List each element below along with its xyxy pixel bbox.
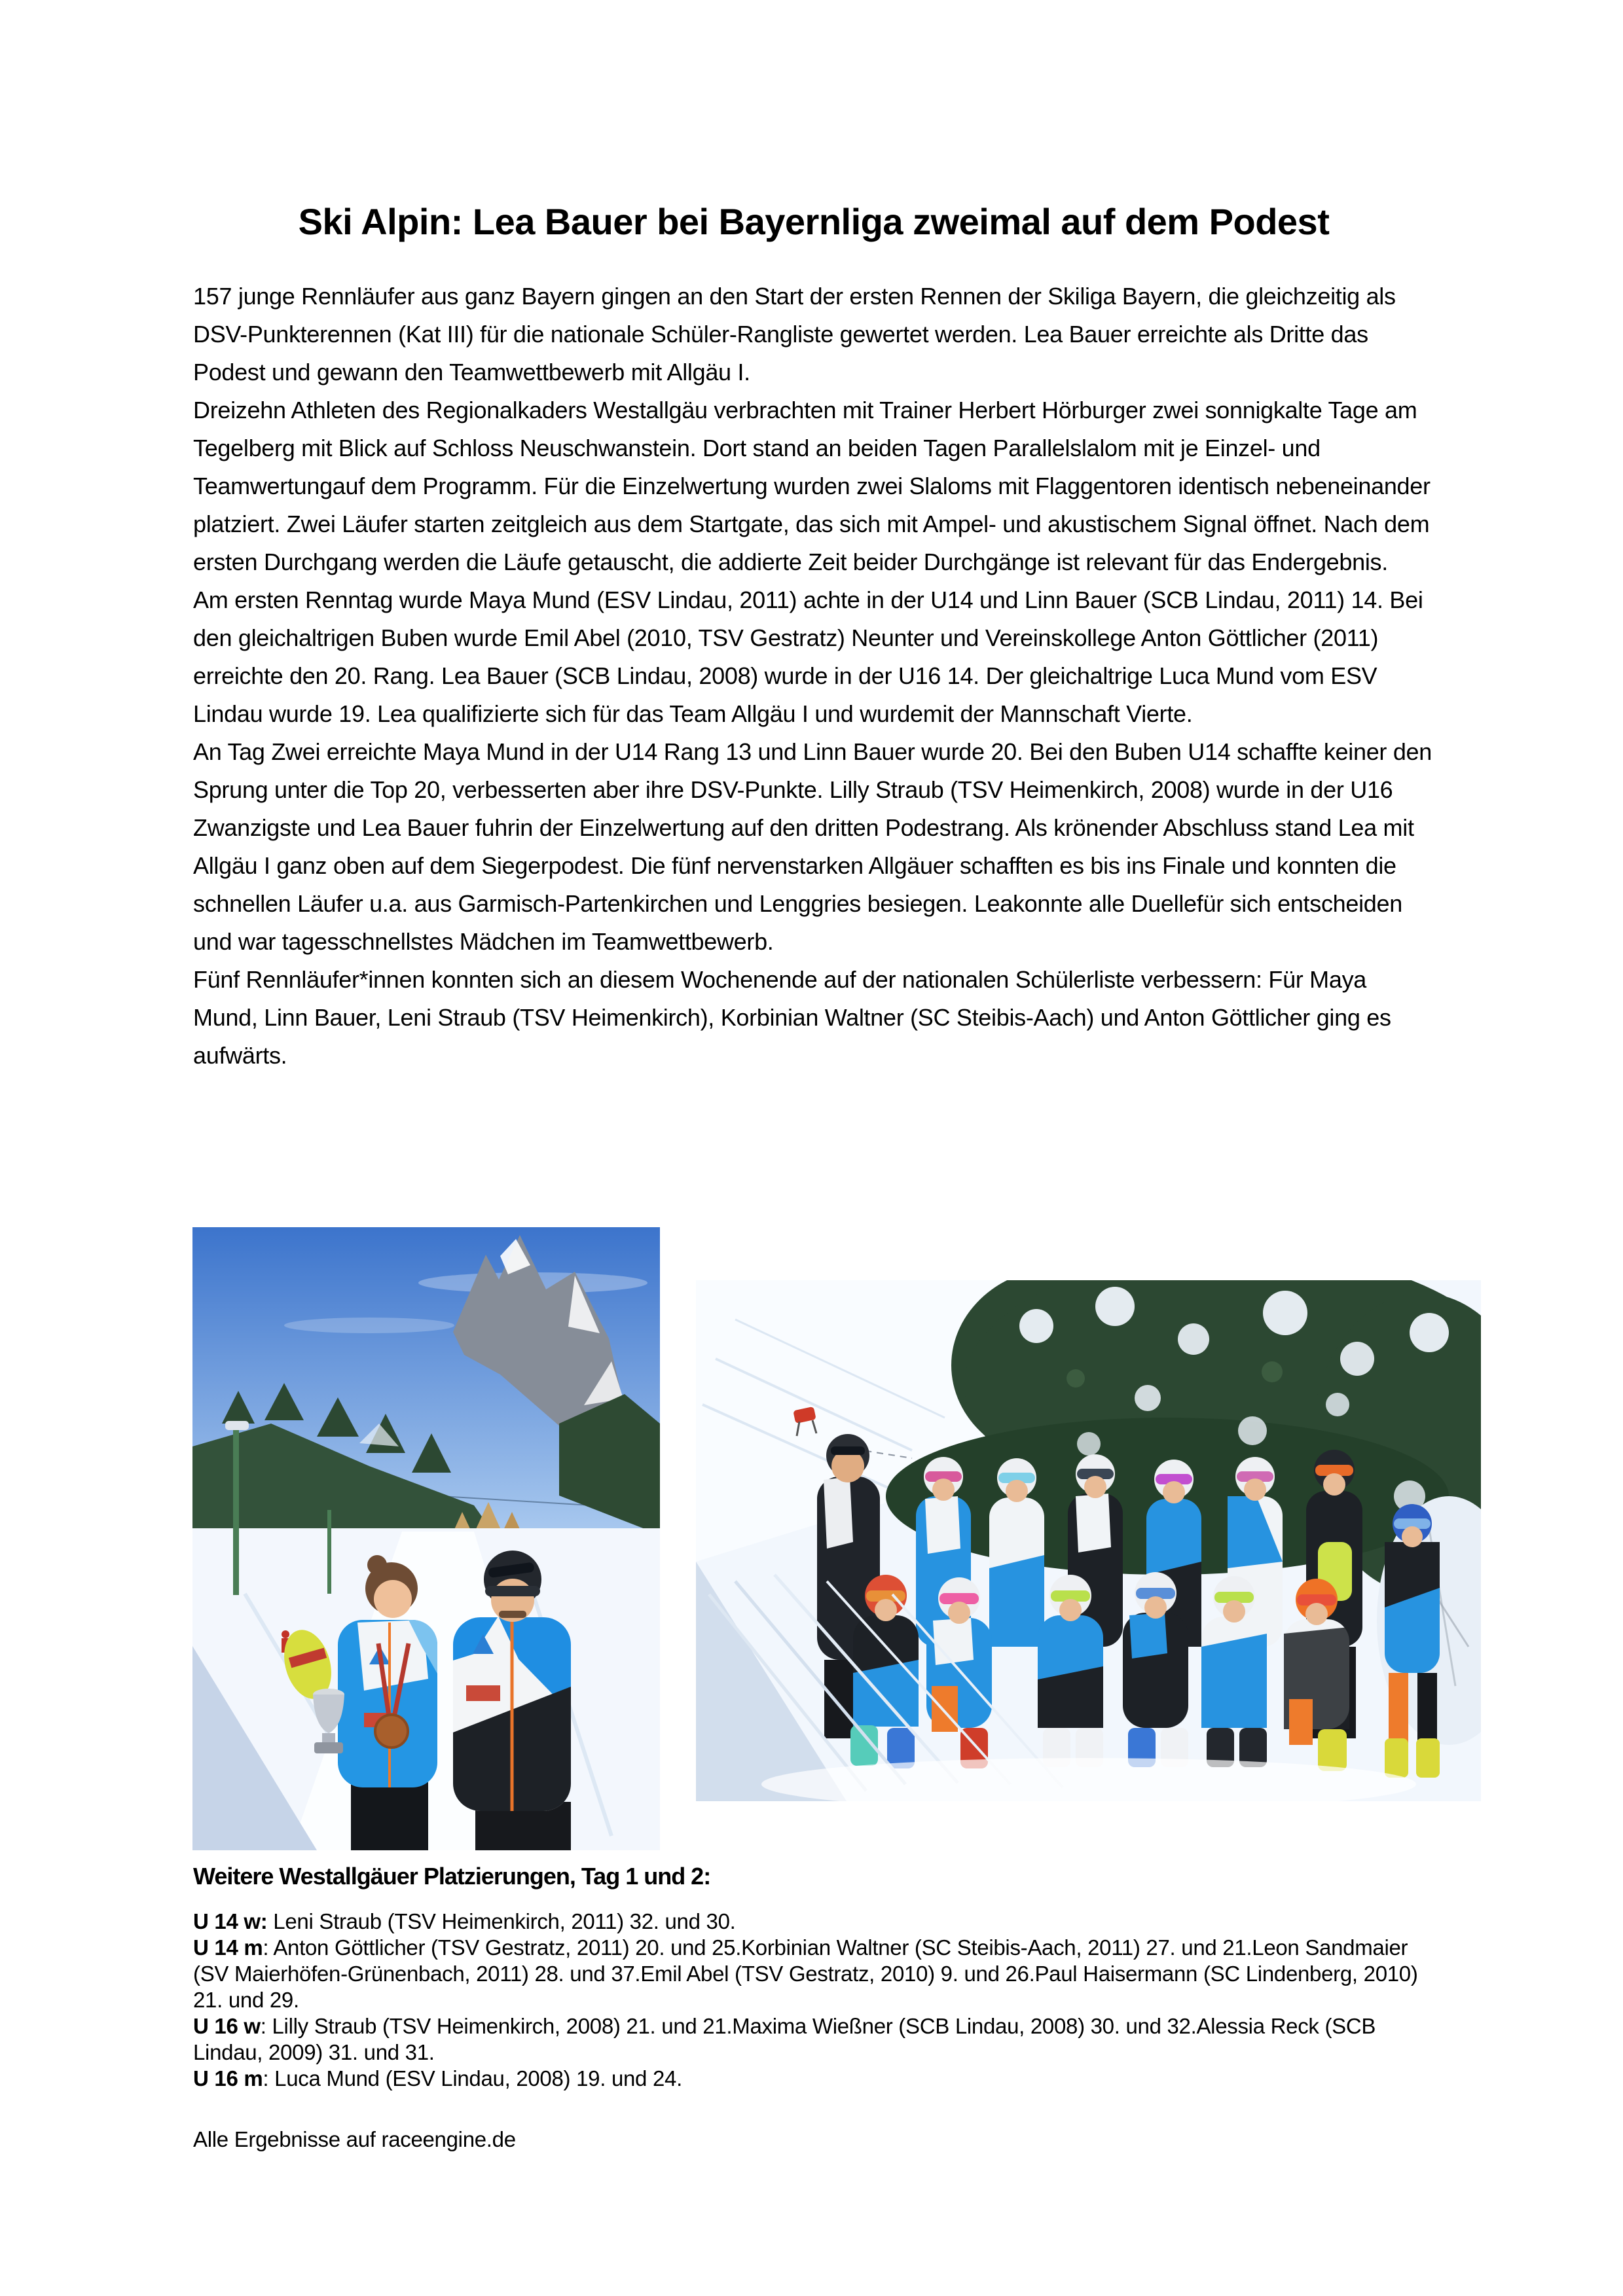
result-category-label: U 14 w:: [193, 1909, 268, 1933]
page-title: Ski Alpin: Lea Bauer bei Bayernliga zweimal auf dem Podest: [298, 201, 1330, 242]
paragraph: Fünf Rennläufer*innen konnten sich an diesem Wochenende auf der nationalen Schülerliste verbessern: Für Maya Mund, Linn Bauer, Leni Straub (TSV Heimenkirch), Korbinian Waltner (SC Steibis-Aach) und Anton Göttlicher ging es aufwärts.: [193, 966, 1391, 1069]
result-category-label: U 16 m: [193, 2066, 263, 2090]
result-entry-text: : Lilly Straub (TSV Heimenkirch, 2008) 21. und 21.Maxima Wießner (SCB Lindau, 2008) 30. und 32.Alessia Reck (SCB Lindau, 2009) 31. und 31.: [193, 2014, 1376, 2064]
lea-bauer-trophy-with-coach-photo: [192, 1227, 660, 1850]
paragraph: Am ersten Renntag wurde Maya Mund (ESV Lindau, 2011) achte in der U14 und Linn Bauer (SCB Lindau, 2011) 14. Bei den gleichaltrigen Buben wurde Emil Abel (2010, TSV Gestratz) Neunter und Vereinskollege Anton Göttlicher (2011) erreichte den 20. Rang. Lea Bauer (SCB Lindau, 2008) wurde in der U16 14. Der gleichaltrige Luca Mund vom ESV Lindau wurde 19. Lea qualifizierte sich für das Team Allgäu I und wurdemit der Mannschaft Vierte.: [193, 586, 1423, 727]
paragraph: 157 junge Rennläufer aus ganz Bayern gingen an den Start der ersten Rennen der Skiliga Bayern, die gleichzeitig als DSV-Punkterennen (Kat III) für die nationale Schüler-Rangliste gewertet werden. Lea Bauer erreichte als Dritte das Podest und gewann den Teamwettbewerb mit Allgäu I.: [193, 283, 1396, 386]
result-entry-u16m: [193, 2066, 1434, 2092]
result-category-label: U 14 m: [193, 1935, 263, 1960]
article-body: [193, 278, 1434, 1075]
result-entry-text: Leni Straub (TSV Heimenkirch, 2011) 32. und 30.: [267, 1909, 736, 1933]
result-entry-text: : Luca Mund (ESV Lindau, 2008) 19. und 24.: [263, 2066, 682, 2090]
team-westallgaeu-group-photo: [696, 1280, 1481, 1801]
result-category-label: U 16 w: [193, 2014, 261, 2038]
result-entry-u14m: [193, 1935, 1434, 2013]
results-list: [193, 1909, 1434, 2092]
paragraph: Dreizehn Athleten des Regionalkaders Westallgäu verbrachten mit Trainer Herbert Hörburger zwei sonnigkalte Tage am Tegelberg mit Blick auf Schloss Neuschwanstein. Dort stand an beiden Tagen Parallelslalom mit je Einzel- und Teamwertungauf dem Programm. Für die Einzelwertung wurden zwei Slaloms mit Flaggentoren identisch nebeneinander platziert. Zwei Läufer starten zeitgleich aus dem Startgate, das sich mit Ampel- und akustischem Signal öffnet. Nach dem ersten Durchgang werden die Läufe getauscht, die addierte Zeit beider Durchgänge ist relevant für das Endergebnis.: [193, 397, 1431, 575]
paragraph: An Tag Zwei erreichte Maya Mund in der U14 Rang 13 und Linn Bauer wurde 20. Bei den Buben U14 schaffte keiner den Sprung unter die Top 20, verbesserten aber ihre DSV-Punkte. Lilly Straub (TSV Heimenkirch, 2008) wurde in der U16 Zwanzigste und Lea Bauer fuhrin der Einzelwertung auf den dritten Podestrang. Als krönender Abschluss stand Lea mit Allgäu I ganz oben auf dem Siegerpodest. Die fünf nervenstarken Allgäuer schafften es bis ins Finale und konnten die schnellen Läufer u.a. aus Garmisch-Partenkirchen und Lenggries besiegen. Leakonnte alle Duellefür sich entscheiden und war tagesschnellstes Mädchen im Teamwettbewerb.: [193, 738, 1432, 955]
result-entry-text: : Anton Göttlicher (TSV Gestratz, 2011) 20. und 25.Korbinian Waltner (SC Steibis-Aach, 2011) 27. und 21.Leon Sandmaier (SV Maierhöfen-Grünenbach, 2011) 28. und 37.Emil Abel (TSV Gestratz, 2010) 9. und 26.Paul Haisermann (SC Lindenberg, 2010) 21. und 29.: [193, 1935, 1418, 2012]
results-heading: Weitere Westallgäuer Platzierungen, Tag 1 und 2:: [193, 1863, 711, 1890]
result-entry-u16w: [193, 2013, 1434, 2066]
results-source-note: Alle Ergebnisse auf raceengine.de: [193, 2127, 516, 2151]
result-entry-u14w: [193, 1909, 1434, 1935]
